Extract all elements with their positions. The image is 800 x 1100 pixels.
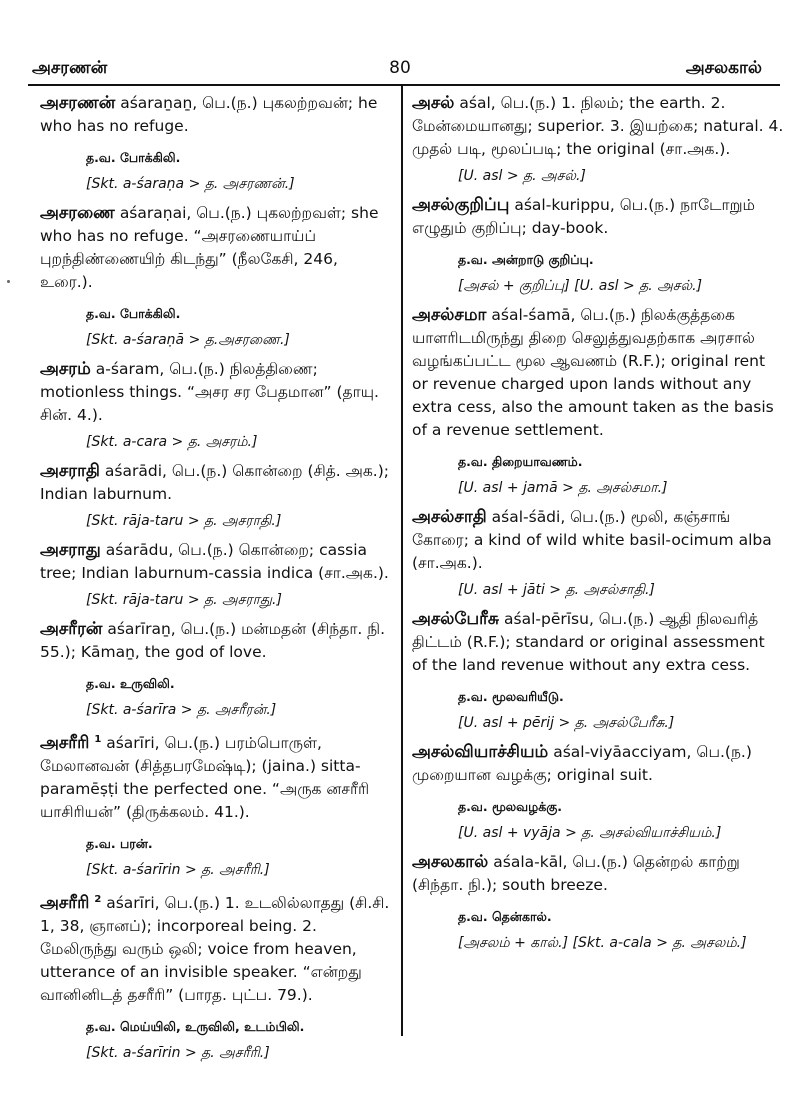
entry-tamil-equivalent: த.வ. போக்கிலி.: [86, 306, 181, 321]
dictionary-entry: [40, 728, 394, 882]
entry-definition: aśala-kāl, பெ.(ந.) தென்றல் காற்று (சிந்தா. நி.); south breeze.: [412, 853, 740, 894]
header-guide-word-right: அசலகால்: [685, 58, 762, 78]
entry-definition: aśal-śādi, பெ.(ந.) மூலி, கஞ்சாங் கோரை; a kind of wild white basil-ocimum alba (சா.அக.).: [412, 508, 772, 572]
entry-tamil-equivalent: த.வ. மூலவரியீடு.: [458, 689, 564, 704]
entry-etymology: [Skt. a-śarīrin > த. அசரீரி.]: [86, 862, 270, 879]
entry-headword: அசல்குறிப்பு: [412, 195, 510, 215]
header-guide-word-left: அசரணன்: [32, 58, 108, 78]
entry-definition: aśarīri, பெ.(ந.) 1. உடலில்லாதது (சி.சி. 1, 38, ஞானப்); incorporeal being. 2. மேலிருந்து வரும் ஒலி; voice from heaven, utterance of an invisible speaker. “என்றது வானினிடத் தசரீரி” (பாரத. புட்ப. 79.).: [40, 894, 390, 1005]
dictionary-entry: [40, 92, 394, 196]
entry-etymology: [U. asl + jamā > த. அசல்சமா.]: [458, 480, 668, 496]
homonym-number: 2: [94, 894, 102, 906]
dictionary-entry: [412, 608, 784, 735]
entry-headword: அசரணன்: [40, 93, 116, 113]
entry-definition-line: [40, 202, 394, 294]
entry-tamil-equivalent: த.வ. அன்றாடு குறிப்பு.: [458, 252, 594, 267]
entry-etymology: [அசலம் + கால்.] [Skt. a-cala > த. அசலம்.]: [458, 935, 747, 951]
dictionary-entry: [40, 202, 394, 352]
entry-definition-line: [412, 506, 784, 575]
entry-definition-line: [412, 304, 784, 442]
dictionary-entry: [412, 304, 784, 500]
dictionary-entry: [412, 92, 784, 188]
entry-headword: அசரீரி: [40, 893, 90, 914]
entry-etymology: [Skt. a-śaraṇa > த. அசரணன்.]: [86, 176, 295, 192]
entry-etymology: [Skt. a-śarīra > த. அசரீரன்.]: [86, 702, 277, 718]
entry-definition: aśal, பெ.(ந.) 1. நிலம்; the earth. 2. மேன்மையானது; superior. 3. இயற்கை; natural. 4. முதல் படி, மூலப்படி; the original (சா.அக.).: [412, 94, 784, 158]
entry-tamil-equivalent: த.வ. தென்கால்.: [458, 909, 552, 924]
dictionary-entry: [40, 888, 394, 1065]
dictionary-entry: [40, 618, 394, 722]
entry-definition-line: [412, 92, 784, 161]
right-column: [412, 92, 784, 961]
entry-definition-line: [40, 888, 394, 1007]
entry-headword: அசல்வியாச்சியம்: [412, 742, 549, 762]
dictionary-entry: [412, 194, 784, 298]
dictionary-entry: [40, 539, 394, 612]
entry-definition-line: [40, 358, 394, 427]
entry-definition: aśarādi, பெ.(ந.) கொன்றை (சித். அக.); Indian laburnum.: [40, 462, 389, 503]
entry-definition-line: [412, 851, 784, 897]
dictionary-entry: [40, 460, 394, 533]
homonym-number: 1: [94, 734, 102, 745]
entry-definition: aśarādu, பெ.(ந.) கொன்றை; cassia tree; Indian laburnum-cassia indica (சா.அக.).: [40, 541, 389, 582]
entry-etymology: [U. asl + vyāja > த. அசல்வியாச்சியம்.]: [458, 825, 722, 841]
left-column: [40, 92, 394, 1071]
entry-definition: aśaraṉaṉ, பெ.(ந.) புகலற்றவன்; he who has no refuge.: [40, 94, 378, 135]
entry-tamil-equivalent: த.வ. மூலவழக்கு.: [458, 799, 562, 814]
entry-definition-line: [40, 618, 394, 664]
entry-definition: aśarīraṉ, பெ.(ந.) மன்மதன் (சிந்தா. நி. 55.); Kāmaṉ, the god of love.: [40, 620, 386, 661]
entry-definition: aśarīri, பெ.(ந.) பரம்பொருள், மேலானவன் (சித்தபரமேஷ்டி); (jaina.) sitta-paramēṣṭi the perfected one. “அருக னசரீரி யாசிரியன்” (திருக்கலம். 41.).: [40, 734, 370, 822]
entry-headword: அசரீரன்: [40, 619, 103, 639]
entry-etymology: [Skt. a-śarīrin > த. அசரீரி.]: [86, 1045, 270, 1062]
entry-definition: aśal-kurippu, பெ.(ந.) நாடோறும் எழுதும் குறிப்பு; day-book.: [412, 196, 756, 237]
entry-etymology: [U. asl > த. அசல்.]: [458, 168, 586, 184]
entry-etymology: [U. asl + jāti > த. அசல்சாதி.]: [458, 582, 655, 598]
header-rule: [28, 84, 780, 86]
entry-definition: aśaraṇai, பெ.(ந.) புகலற்றவள்; she who has no refuge. “அசரணையாய்ப் புறந்திண்ணையிற் கிடந்து” (நீலகேசி, 246, உரை.).: [40, 204, 379, 291]
entry-tamil-equivalent: த.வ. திறையாவணம்.: [458, 454, 583, 469]
dictionary-entry: [412, 506, 784, 602]
entry-etymology: [Skt. rāja-taru > த. அசராது.]: [86, 592, 282, 608]
entry-etymology: [Skt. a-cara > த. அசரம்.]: [86, 434, 258, 450]
entry-definition-line: [40, 92, 394, 138]
entry-etymology: [Skt. rāja-taru > த. அசராதி.]: [86, 513, 282, 529]
entry-headword: அசரீரி: [40, 733, 90, 754]
entry-etymology: [U. asl + pērij > த. அசல்பேரீசு.]: [458, 715, 675, 731]
entry-definition-line: [412, 194, 784, 240]
entry-headword: அசல்பேரீசு: [412, 609, 500, 629]
entry-headword: அசராதி: [40, 461, 100, 481]
entry-definition: aśal-pērīsu, பெ.(ந.) ஆதி நிலவரித் திட்டம் (R.F.); standard or original assessment of the land revenue without any extra cess.: [412, 610, 765, 674]
entry-definition-line: [40, 460, 394, 506]
entry-headword: அசராது: [40, 540, 101, 560]
entry-definition: aśal-śamā, பெ.(ந.) நிலக்குத்தகை யாளரிடமிருந்து திறை செலுத்துவதற்காக அரசால் வழங்கப்பட்ட மூல ஆவணம் (R.F.); original rent or revenue charged upon lands without any extra cess, also the amount taken as the basis of a revenue settlement.: [412, 306, 774, 439]
entry-tamil-equivalent: த.வ. போக்கிலி.: [86, 150, 181, 165]
entry-headword: அசரம்: [40, 359, 91, 379]
entry-etymology: [Skt. a-śaraṇā > த.அசரணை.]: [86, 332, 290, 348]
entry-headword: அசல்சமா: [412, 305, 487, 325]
entry-headword: அசல்: [412, 93, 455, 113]
dictionary-entry: [412, 741, 784, 845]
entry-tamil-equivalent: த.வ. உருவிலி.: [86, 676, 175, 691]
margin-speck: [7, 280, 10, 283]
dictionary-entry: [412, 851, 784, 955]
entry-definition-line: [412, 608, 784, 677]
dictionary-entry: [40, 358, 394, 454]
column-divider: [401, 86, 403, 1036]
entry-etymology: [அசல் + குறிப்பு] [U. asl > த. அசல்.]: [458, 278, 703, 294]
entry-definition-line: [40, 728, 394, 824]
entry-headword: அசலகால்: [412, 852, 489, 872]
entry-headword: அசரணை: [40, 203, 115, 223]
entry-definition-line: [412, 741, 784, 787]
entry-definition: aśal-viyāacciyam, பெ.(ந.) முறையான வழக்கு; original suit.: [412, 743, 752, 784]
page-number: 80: [389, 58, 411, 78]
entry-definition: a-śaram, பெ.(ந.) நிலத்திணை; motionless things. “அசர சர பேதமான” (தாயு. சின். 4.).: [40, 360, 379, 424]
entry-tamil-equivalent: த.வ. பரன்.: [86, 836, 153, 852]
entry-definition-line: [40, 539, 394, 585]
entry-headword: அசல்சாதி: [412, 507, 487, 527]
entry-tamil-equivalent: த.வ. மெய்யிலி, உருவிலி, உடம்பிலி.: [86, 1019, 305, 1035]
